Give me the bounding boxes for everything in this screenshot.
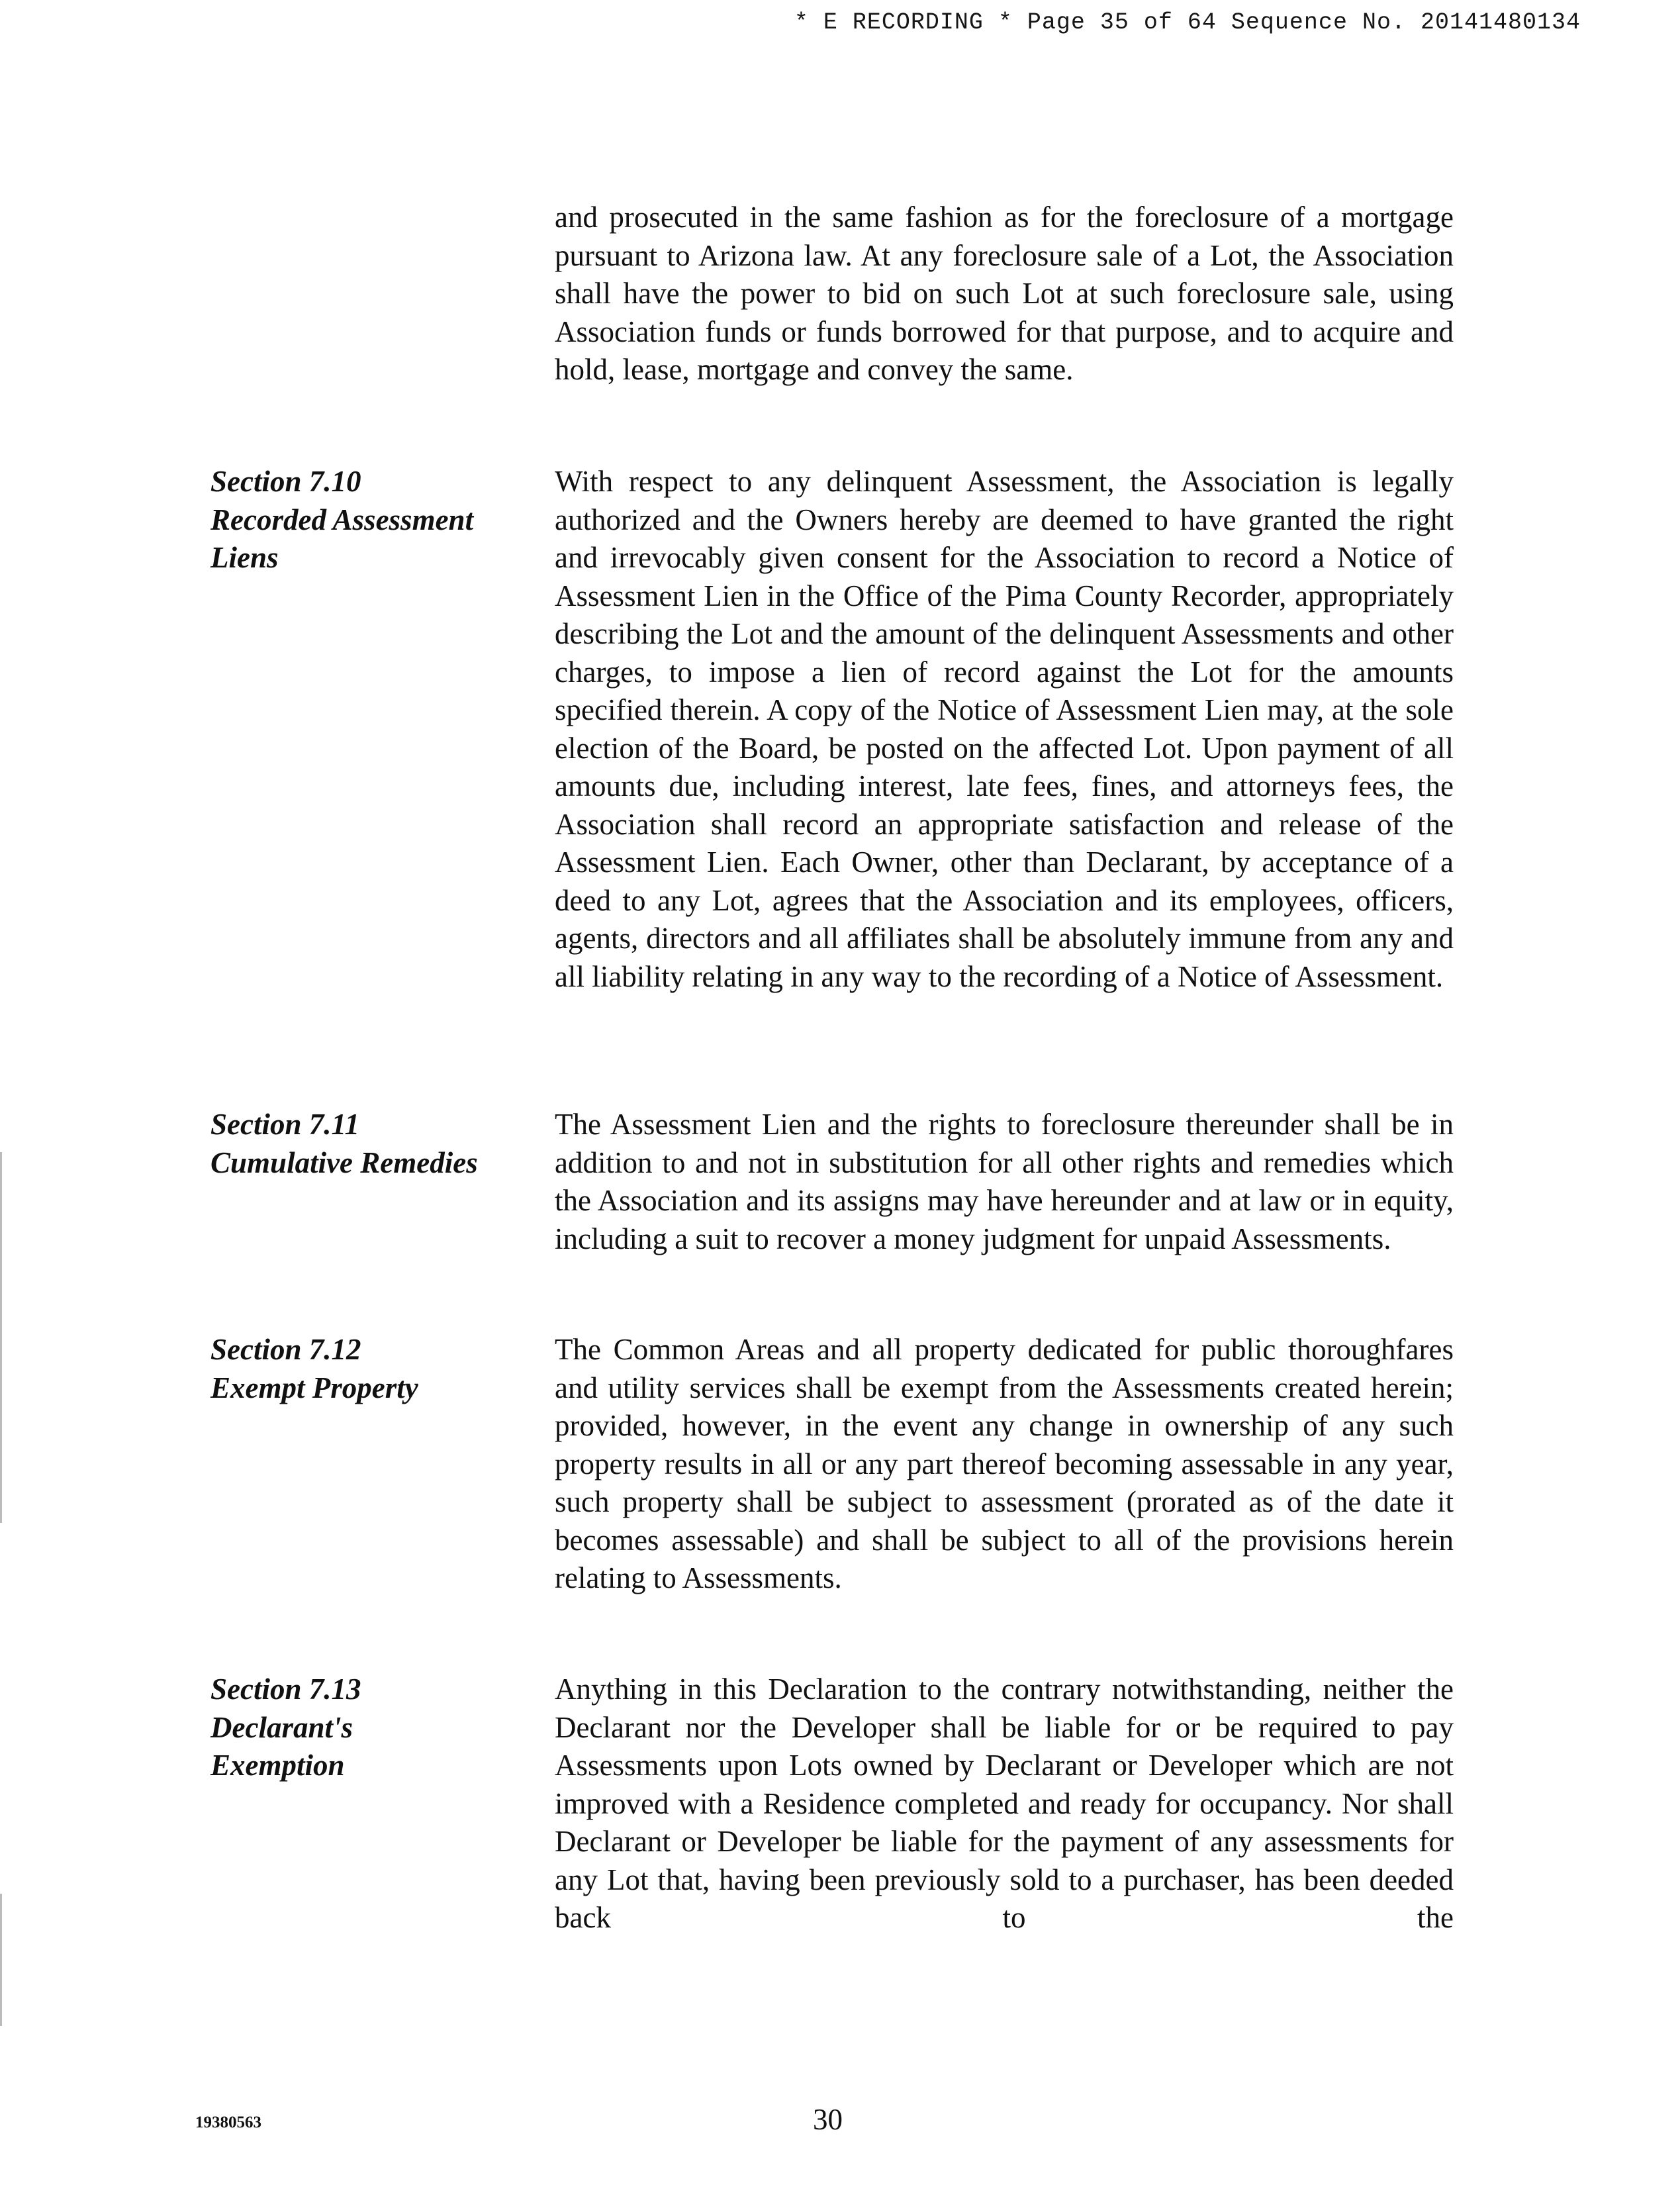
section-7-13-number: Section 7.13 — [210, 1673, 361, 1706]
section-7-11-text: The Assessment Lien and the rights to foreclosure thereunder shall be in addition to and not in substitution for all other rights and remedies which the Association and its assigns may have hereunder and at law or in equity, including a suit to recover a money judgment for unpaid Assessments. — [555, 1108, 1454, 1255]
section-7-11-title-line-1: Cumulative Remedies — [210, 1145, 478, 1179]
section-7-13-heading — [210, 1671, 522, 1785]
section-7-13-text: Anything in this Declaration to the contrary notwithstanding, neither the Declarant nor the Developer shall be liable for or be required to pay Assessments upon Lots owned by Declarant or Developer which are not improved with a Residence completed and ready for occupancy. Nor shall Declarant or Developer be liable for the payment of any assessments for any Lot that, having been previously sold to a purchaser, has been deeded back to the — [555, 1673, 1454, 1934]
section-7-12-heading — [210, 1331, 522, 1407]
section-7-12-text: The Common Areas and all property dedicated for public thoroughfares and utility services shall be exempt from the Assessments created herein; provided, however, in the event any change in ownership of any such property results in all or any part thereof becoming assessable in any year, such property shall be subject to assessment (prorated as of the date it becomes assessable) and shall be subject to all of the provisions herein relating to Assessments. — [555, 1333, 1454, 1594]
document-id: 19380563 — [195, 2114, 261, 2131]
recording-header: * E RECORDING * Page 35 of 64 Sequence No. 20141480134 — [794, 9, 1581, 36]
scan-edge-mark — [0, 1152, 2, 1523]
section-7-13-title-line-1: Declarant's — [210, 1710, 353, 1744]
intro-paragraph: and prosecuted in the same fashion as for the foreclosure of a mortgage pursuant to Arizona law. At any foreclosure sale of a Lot, the Association shall have the power to bid on such Lot at such foreclosure sale, using Association funds or funds borrowed for that purpose, and to acquire and hold, lease, mortgage and convey the same. — [555, 201, 1454, 386]
section-7-12-title-line-1: Exempt Property — [210, 1371, 418, 1404]
section-7-10-title-line-1: Recorded Assessment — [210, 503, 474, 536]
section-7-10-heading — [210, 463, 522, 577]
section-7-12-number: Section 7.12 — [210, 1333, 361, 1366]
scan-edge-mark — [0, 1894, 2, 2026]
section-7-10-number: Section 7.10 — [210, 465, 361, 498]
section-7-10-text: With respect to any delinquent Assessment, the Association is legally authorized and the Owners hereby are deemed to have granted the right and irrevocably given consent for the Association to record a Notice of Assessment Lien in the Office of the Pima County Recorder, appropriately describing the Lot and the amount of the delinquent Assessments and other charges, to impose a lien of record against the Lot for the amounts specified therein. A copy of the Notice of Assessment Lien may, at the sole election of the Board, be posted on the affected Lot. Upon payment of all amounts due, including interest, late fees, fines, and attorneys fees, the Association shall record an appropriate satisfaction and release of the Assessment Lien. Each Owner, other than Declarant, by acceptance of a deed to any Lot, agrees that the Association and its employees, officers, agents, directors and all affiliates shall be absolutely immune from any and all liability relating in any way to the recording of a Notice of Assessment. — [555, 465, 1454, 993]
page-number: 30 — [813, 2103, 843, 2136]
section-7-11-number: Section 7.11 — [210, 1108, 360, 1141]
section-7-11-heading — [210, 1106, 522, 1182]
section-7-13-title-line-2: Exemption — [210, 1749, 345, 1782]
section-7-10-title-line-2: Liens — [210, 541, 279, 574]
